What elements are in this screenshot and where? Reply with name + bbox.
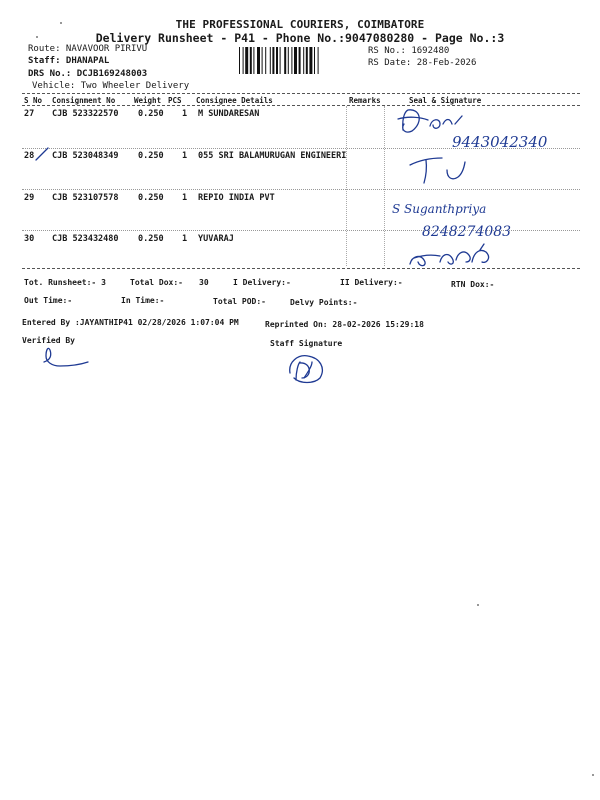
row-28-tick-mark (36, 148, 48, 160)
row-29-consignment: CJB 523107578 (52, 193, 119, 203)
drs-number: DRS No.: DCJB169248003 (28, 69, 148, 79)
rs-date: RS Date: 28-Feb-2026 (368, 58, 477, 68)
row-29-handwritten-name: S Suganthpriya (392, 202, 487, 216)
scan-speck (592, 774, 594, 776)
row-30-weight: 0.250 (138, 234, 164, 244)
row-28-signature (410, 158, 465, 183)
row-28-weight: 0.250 (138, 151, 164, 161)
row-27-sno: 27 (24, 109, 35, 119)
row-27-consignee: M SUNDARESAN (198, 109, 260, 119)
rtn-dox: RTN Dox:- (451, 280, 495, 289)
verified-by-signature (44, 348, 88, 366)
total-dox-value: 30 (199, 278, 209, 287)
row-28-consignment: CJB 523048349 (52, 151, 119, 161)
scan-speck (36, 36, 38, 38)
delvy-points: Delvy Points:- (290, 298, 358, 307)
rs-number: RS No.: 1692480 (368, 46, 450, 56)
row-27-handwritten-phone: 9443042340 (452, 133, 548, 151)
scan-speck (477, 604, 479, 606)
col-seal: Seal & Signature (409, 96, 482, 105)
company-name: THE PROFESSIONAL COURIERS, COIMBATORE (175, 18, 425, 31)
runsheet-title: Delivery Runsheet - P41 - Phone No.:9047080280 - Page No.:3 (95, 31, 505, 45)
row-30-consignment: CJB 523432480 (52, 234, 119, 244)
col-remarks: Remarks (349, 96, 381, 105)
scan-speck (60, 22, 62, 24)
row-30-consignee: YUVARAJ (198, 234, 234, 244)
row-29-handwritten-phone: 8248274083 (422, 224, 512, 240)
row-30-pcs: 1 (182, 234, 188, 244)
col-consignee: Consignee Details (196, 96, 273, 105)
row-30-signature (410, 244, 489, 266)
row-29-weight: 0.250 (138, 193, 164, 203)
col-weight: Weight (134, 96, 162, 105)
in-time: In Time:- (121, 296, 165, 305)
row-29-sno: 29 (24, 193, 35, 203)
row-28-consignee: 055 SRI BALAMURUGAN ENGINEERI (198, 151, 347, 161)
total-dox-label: Total Dox:- (130, 278, 183, 287)
row-27-weight: 0.250 (138, 109, 164, 119)
row-28-sno: 28 (24, 151, 35, 161)
row-30-sno: 30 (24, 234, 35, 244)
i-delivery: I Delivery:- (233, 278, 291, 287)
staff-signature-label: Staff Signature (270, 339, 343, 348)
reprinted-on: Reprinted On: 28-02-2026 15:29:18 (265, 320, 424, 329)
tot-runsheet: Tot. Runsheet:- 3 (24, 278, 106, 287)
staff-signature-mark (290, 356, 323, 383)
col-pcs: PCS (168, 96, 182, 105)
row-28-pcs: 1 (182, 151, 188, 161)
row-27-signature (398, 110, 462, 132)
col-sno: S No (24, 96, 43, 105)
row-27-consignment: CJB 523322570 (52, 109, 119, 119)
verified-by-label: Verified By (22, 336, 75, 345)
route-label: Route: NAVAVOOR PIRIVU (28, 44, 148, 54)
staff-label: Staff: DHANAPAL (28, 56, 110, 66)
out-time: Out Time:- (24, 296, 73, 305)
row-29-pcs: 1 (182, 193, 188, 203)
vehicle-label: Vehicle: Two Wheeler Delivery (32, 81, 190, 91)
row-29-consignee: REPIO INDIA PVT (198, 193, 275, 203)
col-consignment: Consignment No (52, 96, 116, 105)
entered-by: Entered By :JAYANTHIP41 02/28/2026 1:07:04 PM (22, 318, 239, 327)
total-pod: Total POD:- (213, 297, 266, 306)
ii-delivery: II Delivery:- (340, 278, 403, 287)
row-27-pcs: 1 (182, 109, 188, 119)
